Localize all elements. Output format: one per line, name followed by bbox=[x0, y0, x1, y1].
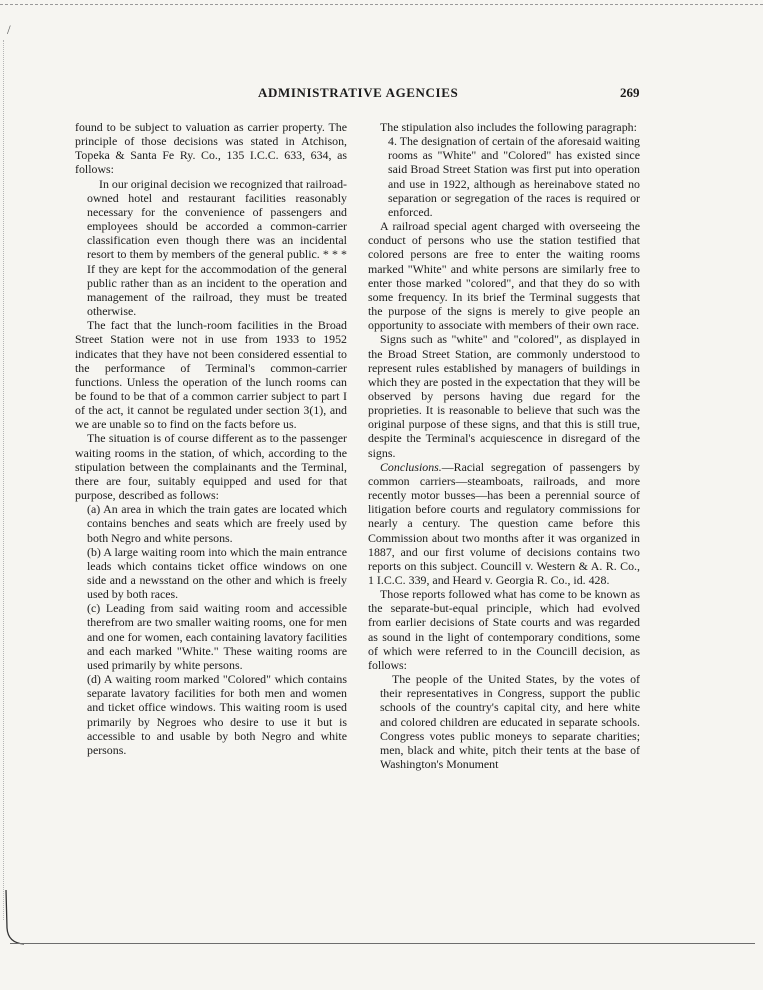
stipulation-item-b: (b) A large waiting room into which the main entrance leads which contains ticket office windows on one side and a newsstand on the other and which is freely used by both races. bbox=[87, 544, 347, 602]
margin-guide-line bbox=[3, 40, 4, 920]
conclusions-text: —Racial segregation of passengers by common carriers—steamboats, railroads, and more recently motor busses—has been a perennial source of litigation before courts and regulatory commissions for nearly a century. The question came before this Commission about two months after it was organized in 1887, and our first volume of decisions contains two reports on this subject. Councill v. Western & A. R. Co., 1 I.C.C. 339, and Heard v. Georgia R. Co., id. 428. bbox=[368, 459, 640, 587]
paragraph: Signs such as "white" and "colored", as displayed in the Broad Street Station, are commonly understood to represent rules established by managers of buildings in which they are posted in the expectation that they will be observed by persons having due regard for the proprieties. It is reasonable to believe that such was the original purpose of these signs, and that this is still true, despite the Terminal's acquiescence in disregard of the signs. bbox=[368, 332, 640, 460]
conclusions-paragraph bbox=[368, 460, 640, 587]
margin-pencil-mark: / bbox=[7, 22, 11, 37]
paragraph: found to be subject to valuation as carrier property. The principle of those decisions was stated in Atchison, Topeka & Santa Fe Ry. Co., 135 I.C.C. 633, 634, as follows: bbox=[75, 120, 347, 177]
running-title: ADMINISTRATIVE AGENCIES bbox=[258, 85, 459, 100]
stipulation-item-d: (d) A waiting room marked "Colored" which contains separate lavatory facilities for both men and women and ticket office windows. This waiting room is used primarily by Negroes who desire to use it but is accessible to and usable by both Negro and white persons. bbox=[87, 672, 347, 757]
paragraph: The fact that the lunch-room facilities in the Broad Street Station were not in use from 1933 to 1952 indicates that they have not been considered essential to the performance of Terminal's common-carrier functions. Unless the operation of the lunch rooms can be found to be that of a common carrier subject to part I of the act, it cannot be regulated under section 3(1), and we are unable so to find on the facts before us. bbox=[75, 318, 347, 432]
block-quote: The people of the United States, by the votes of their representatives in Congress, support the public schools of the country's capital city, and here white and colored children are educated in separate schools. Congress votes public moneys to separate charities; men, black and white, pitch their tents at the base of Washington's Monument bbox=[380, 672, 640, 772]
paragraph: Those reports followed what has come to be known as the separate-but-equal principle, which had evolved from earlier decisions of State courts and was regarded as sound in the light of contemporary conditions, some of which were referred to in the Councill decision, as follows: bbox=[368, 587, 640, 672]
bottom-rule bbox=[10, 943, 755, 944]
page-number: 269 bbox=[620, 85, 640, 100]
top-scan-rule bbox=[0, 4, 763, 5]
right-column bbox=[368, 120, 640, 771]
stipulation-item-c: (c) Leading from said waiting room and accessible therefrom are two smaller waiting rooms, one for men and one for women, each containing lavatory facilities and each marked "White." These waiting rooms are used primarily by white persons. bbox=[87, 601, 347, 672]
page-header bbox=[0, 85, 763, 101]
paragraph: The stipulation also includes the following paragraph: bbox=[380, 120, 637, 134]
conclusions-heading: Conclusions. bbox=[380, 459, 442, 474]
left-column bbox=[75, 120, 347, 757]
block-quote: In our original decision we recognized that railroad-owned hotel and restaurant facilities reasonably necessary for the convenience of passengers and employees should be accorded a common-carrier classification even though there was an incidental resort to them by members of the general public. * * * If they are kept for the accommodation of the general public rather than as an incident to the operation and management of the railroad, they must be treated otherwise. bbox=[87, 176, 347, 319]
stipulation-paragraph-4: 4. The designation of certain of the aforesaid waiting rooms as "White" and "Colored" has existed since said Broad Street Station was first put into operation and use in 1922, although as hereinabove stated no separation or segregation of the races is required or enforced. bbox=[388, 134, 640, 219]
margin-bracket-mark bbox=[0, 888, 40, 948]
stipulation-item-a: (a) An area in which the train gates are located which contains benches and seats which are freely used by both Negro and white persons. bbox=[87, 502, 347, 545]
paragraph: A railroad special agent charged with overseeing the conduct of persons who use the station testified that colored persons are free to enter the waiting rooms marked "White" and white persons are similarly free to enter those marked "colored", and that they do so with some frequency. In its brief the Terminal suggests that the purpose of the signs is merely to give people an opportunity to associate with members of their own race. bbox=[368, 219, 640, 333]
paragraph: The situation is of course different as to the passenger waiting rooms in the station, of which, according to the stipulation between the complainants and the Terminal, there are four, suitably equipped and used for that purpose, described as follows: bbox=[75, 431, 347, 503]
